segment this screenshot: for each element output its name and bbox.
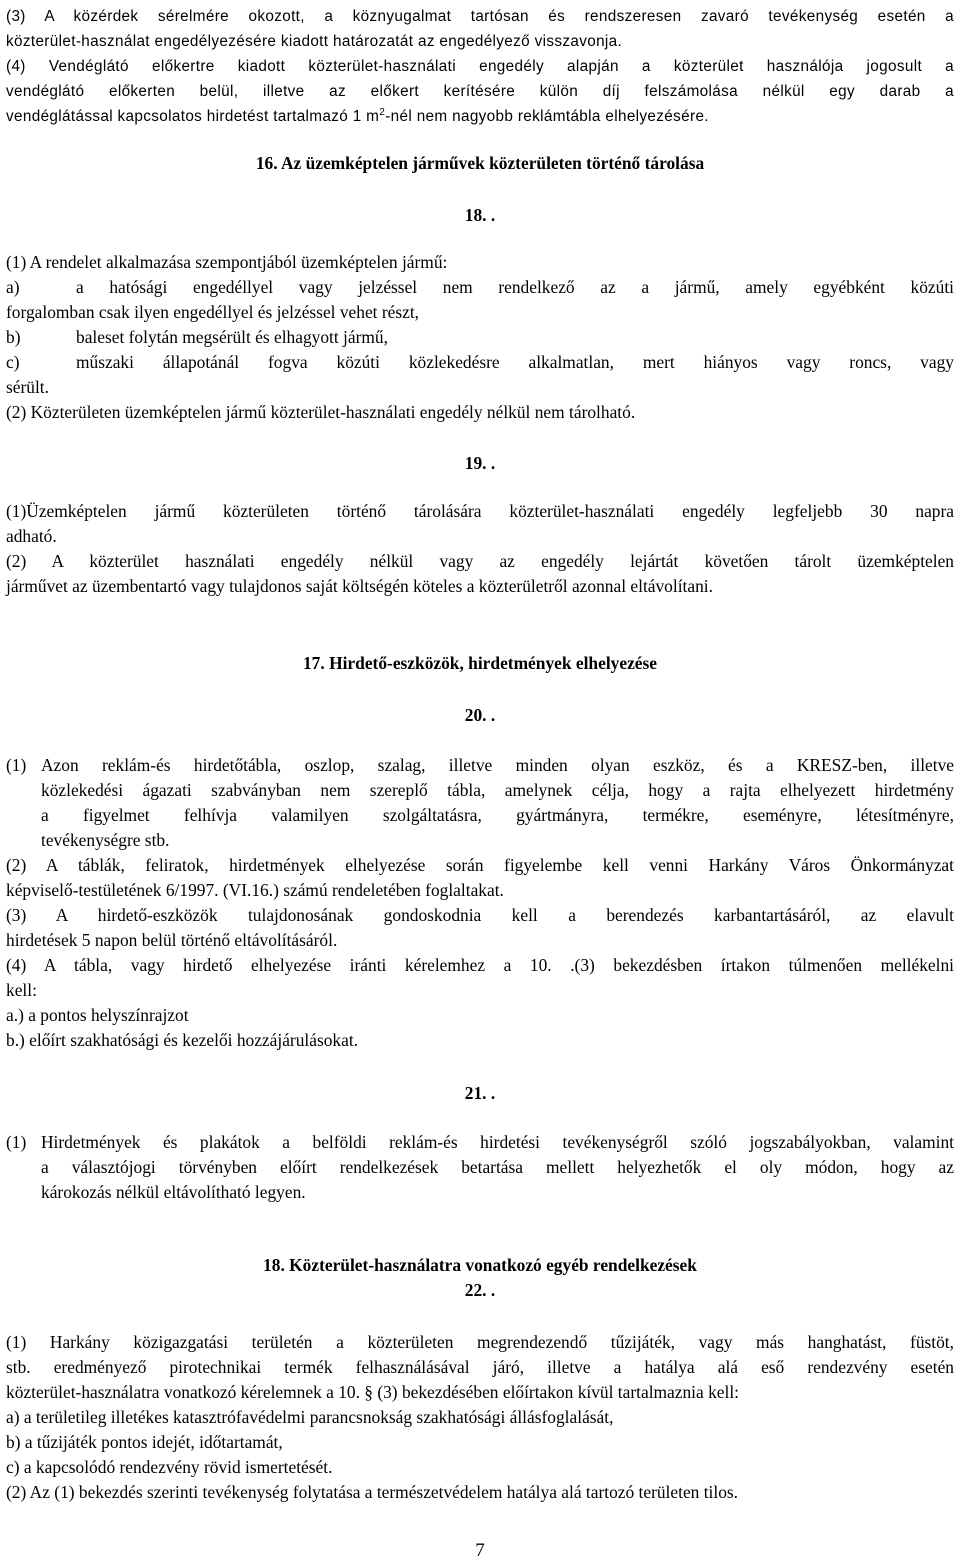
s19-p1-line1: (1)Üzemképtelen jármű közterületen történő tárolására közterület-használati engedély legfeljebb 30 napra (6, 501, 954, 521)
s16-p1-intro: (1) A rendelet alkalmazása szempontjából üzemképtelen jármű: (6, 252, 448, 272)
s20-p4-line2: kell: (6, 980, 37, 1000)
section-16-body (6, 250, 954, 425)
s21-p1-line3: károkozás nélkül eltávolítható legyen. (41, 1182, 306, 1202)
s19-p2-line1: (2) A közterület használati engedély nélkül vagy az engedély lejártát követően tárolt üzemképtelen (6, 551, 954, 571)
intro-p4-line3-a: vendéglátással kapcsolatos hirdetést tartalmazó 1 m (6, 108, 380, 125)
s16-item-a-line1: a hatósági engedéllyel vagy jelzéssel nem rendelkező az a jármű, amely egyébként közúti (76, 277, 954, 297)
s20-p1-line4: tevékenységre stb. (41, 830, 170, 850)
s16-p2: (2) Közterületen üzemképtelen jármű közterület-használati engedély nélkül nem tárolható. (6, 402, 636, 422)
intro-p4-line1: (4) Vendéglátó előkertre kiadott közterület-használati engedély alapján a közterület használója jogosult a (6, 58, 954, 75)
intro-section (6, 4, 954, 129)
s16-item-a-label: a) (6, 277, 20, 297)
s16-item-b (6, 325, 954, 350)
s21-p1-label: (1) (6, 1132, 27, 1152)
page-number: 7 (475, 1540, 485, 1561)
paragraph-20-number: 20. . (464, 705, 496, 725)
s20-p3-line2: hirdetések 5 napon belül történő eltávolításáról. (6, 930, 338, 950)
s16-item-a (6, 275, 954, 300)
s22-item-c: c) a kapcsolódó rendezvény rövid ismertetését. (6, 1457, 333, 1477)
paragraph-22-number: 22. . (464, 1280, 496, 1300)
intro-p3-line2: közterület-használat engedélyezésére kiadott határozatát az engedélyező visszavonja. (6, 33, 623, 50)
s20-item-b: b.) előírt szakhatósági és kezelői hozzájárulásokat. (6, 1030, 359, 1050)
s20-p1 (6, 753, 954, 778)
paragraph-19-body (6, 499, 954, 599)
paragraph-19-number: 19. . (464, 453, 496, 473)
intro-p4-line2: vendéglátó előkerten belül, illetve az előkert kerítésére külön díj felszámolása nélkül egy darab a (6, 83, 954, 100)
s22-item-b: b) a tűzijáték pontos idejét, időtartamát, (6, 1432, 283, 1452)
s16-item-c-line2: sérült. (6, 377, 49, 397)
intro-p4-line3 (6, 104, 954, 129)
heading-16: 16. Az üzemképtelen járművek közterületen történő tárolása (255, 153, 705, 173)
s20-p1-line1: Azon reklám-és hirdetőtábla, oszlop, szalag, illetve minden olyan eszköz, és a KRESZ-ben, illetve (41, 755, 954, 775)
s16-item-b-label: b) (6, 327, 21, 347)
s16-item-c (6, 350, 954, 375)
s21-p1-line1: Hirdetmények és plakátok a belföldi reklám-és hirdetési tevékenységről szóló jogszabályokban, valamint (41, 1132, 954, 1152)
s20-item-a: a.) a pontos helyszínrajzot (6, 1005, 189, 1025)
s16-item-c-line1: műszaki állapotánál fogva közúti közlekedésre alkalmatlan, mert hiányos vagy roncs, vagy (76, 352, 954, 372)
s16-item-b-text: baleset folytán megsérült és elhagyott jármű, (76, 327, 388, 347)
s20-p2-line2: képviselő-testületének 6/1997. (VI.16.) számú rendeletében foglaltakat. (6, 880, 504, 900)
s20-p2-line1: (2) A táblák, feliratok, hirdetmények elhelyezése során figyelembe kell venni Harkány Város Önkormányzat (6, 855, 954, 875)
s19-p2-line2: járművet az üzembentartó vagy tulajdonos saját költségén köteles a közterületről azonnal eltávolítani. (6, 576, 713, 596)
s20-p4-line1: (4) A tábla, vagy hirdető elhelyezése iránti kérelemhez a 10. .(3) bekezdésben írtakon túlmenően mellékelni (6, 955, 954, 975)
heading-17: 17. Hirdető-eszközök, hirdetmények elhelyezése (302, 653, 657, 673)
s20-p1-line3: a figyelmet felhívja valamilyen szolgáltatásra, gyártmányra, termékre, eseményre, létesítményre, (41, 805, 954, 825)
s16-item-a-line2: forgalomban csak ilyen engedéllyel és jelzéssel vehet részt, (6, 302, 420, 322)
paragraph-18-number: 18. . (464, 205, 496, 225)
s22-p1-line3: közterület-használatra vonatkozó kérelemnek a 10. § (3) bekezdésében előírtakon kívül tartalmaznia kell: (6, 1382, 739, 1402)
intro-p3-line1: (3) A közérdek sérelmére okozott, a köznyugalmat tartósan és rendszeresen zavaró tevékenység esetén a (6, 8, 954, 25)
superscript-2: 2 (379, 106, 386, 118)
s20-p1-label: (1) (6, 755, 27, 775)
intro-p4-line3-b: -nél nem nagyobb reklámtábla elhelyezésére. (385, 108, 709, 125)
paragraph-22-body (6, 1330, 954, 1505)
heading-18: 18. Közterület-használatra vonatkozó egyéb rendelkezések (263, 1255, 697, 1275)
s22-item-a: a) a területileg illetékes katasztrófavédelmi parancsnokság szakhatósági állásfoglalását, (6, 1407, 614, 1427)
s22-p1-line2: stb. eredményező pirotechnikai termék felhasználásával járó, illetve a hatálya alá eső rendezvény esetén (6, 1357, 954, 1377)
s19-p1-line2: adható. (6, 526, 57, 546)
s22-p1-line1: (1) Harkány közigazgatási területén a közterületen megrendezendő tűzijáték, vagy más hanghatást, füstöt, (6, 1332, 954, 1352)
s21-p1-line2: a választójogi törvényben előírt rendelkezések betartása mellett helyezhetők el oly módon, hogy az (41, 1157, 954, 1177)
s20-p3-line1: (3) A hirdető-eszközök tulajdonosának gondoskodnia kell a berendezés karbantartásáról, az elavult (6, 905, 954, 925)
s20-p1-line2: közlekedési ágazati szabványban nem szereplő tábla, amelynek célja, hogy a rajta elhelyezett hirdetmény (41, 780, 954, 800)
paragraph-21-number: 21. . (464, 1083, 496, 1103)
paragraph-20-body (6, 753, 954, 1053)
paragraph-21-body (6, 1130, 954, 1205)
s21-p1 (6, 1130, 954, 1155)
s22-p2: (2) Az (1) bekezdés szerinti tevékenység folytatása a természetvédelem hatálya alá tartozó területen tilos. (6, 1482, 739, 1502)
s16-item-c-label: c) (6, 352, 20, 372)
